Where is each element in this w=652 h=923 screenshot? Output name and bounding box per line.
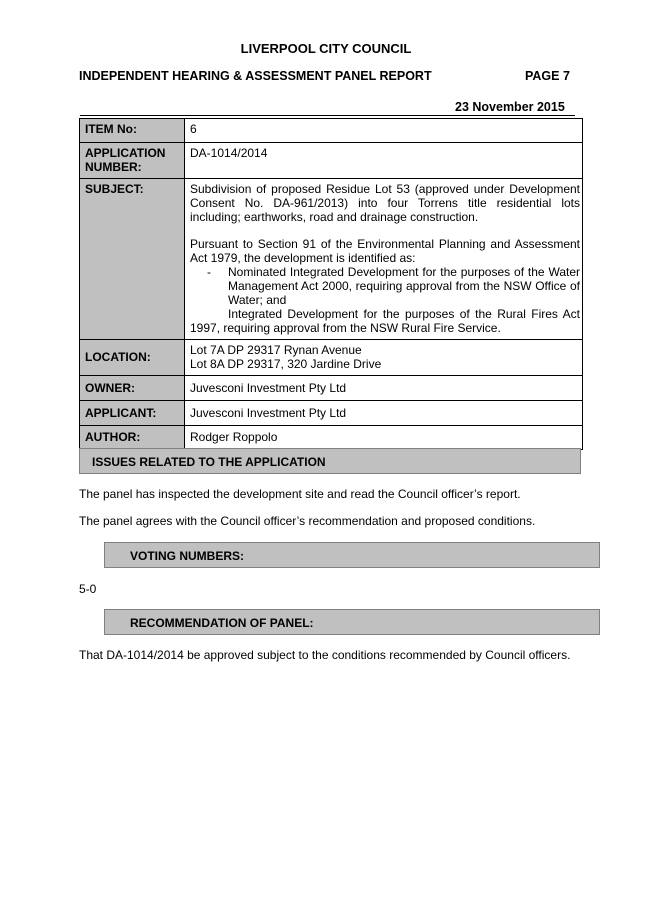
location-value [185,340,583,376]
subject-value [185,179,583,340]
item-no-value: 6 [185,119,583,143]
voting-heading-bar [104,542,600,568]
table-row-item-no [80,119,583,143]
header-rule [80,115,575,116]
table-row-applicant [80,401,583,426]
subject-bullet-2-line1: Integrated Development for the purposes of the Rural Fires Act [228,307,580,321]
applicant-label: APPLICANT: [80,401,185,426]
subject-label: SUBJECT: [80,179,185,340]
report-title: INDEPENDENT HEARING & ASSESSMENT PANEL REPORT [79,69,432,83]
issues-paragraph-2: The panel agrees with the Council officer’s recommendation and proposed conditions. [79,514,536,528]
subject-bullet-1-text: Nominated Integrated Development for the purposes of the Water Management Act 2000, requiring approval from the NSW Office of Water; and [228,265,580,307]
applicant-value: Juvesconi Investment Pty Ltd [185,401,583,426]
issues-heading-bar [79,448,581,474]
table-row-location [80,340,583,376]
application-label [80,143,185,179]
bullet-dash: - [207,265,211,279]
recommendation-text: That DA-1014/2014 be approved subject to the conditions recommended by Council officers. [79,648,571,662]
voting-heading: VOTING NUMBERS: [130,549,244,563]
author-label: AUTHOR: [80,426,185,450]
author-value: Rodger Roppolo [185,426,583,450]
issues-paragraph-1: The panel has inspected the development site and read the Council officer’s report. [79,487,521,501]
recommendation-heading: RECOMMENDATION OF PANEL: [130,616,314,630]
application-details-table [79,118,583,450]
application-value: DA-1014/2014 [185,143,583,179]
issues-heading: ISSUES RELATED TO THE APPLICATION [92,455,326,469]
subject-bullet-1 [190,265,580,307]
subject-bullet-2-line2: 1997, requiring approval from the NSW Rural Fire Service. [190,321,501,335]
page-number: PAGE 7 [525,69,570,83]
voting-result: 5-0 [79,582,97,596]
location-label: LOCATION: [80,340,185,376]
item-no-label: ITEM No: [80,119,185,143]
subject-paragraph-1: Subdivision of proposed Residue Lot 53 (approved under Development Consent No. DA-961/2013) into four Torrens title residential lots including; earthworks, road and drainage construction. [190,182,580,224]
subject-paragraph-2: Pursuant to Section 91 of the Environmental Planning and Assessment Act 1979, the development is identified as: [190,237,580,265]
application-label-line2: NUMBER: [85,160,142,174]
table-row-owner [80,376,583,401]
table-row-application [80,143,583,179]
table-row-subject [80,179,583,340]
location-line-2: Lot 8A DP 29317, 320 Jardine Drive [190,357,382,371]
owner-label: OWNER: [80,376,185,401]
recommendation-heading-bar [104,609,600,635]
owner-value: Juvesconi Investment Pty Ltd [185,376,583,401]
table-row-author [80,426,583,450]
report-date: 23 November 2015 [455,100,565,114]
location-line-1: Lot 7A DP 29317 Rynan Avenue [190,343,362,357]
application-label-line1: APPLICATION [85,146,166,160]
council-name: LIVERPOOL CITY COUNCIL [240,41,412,56]
